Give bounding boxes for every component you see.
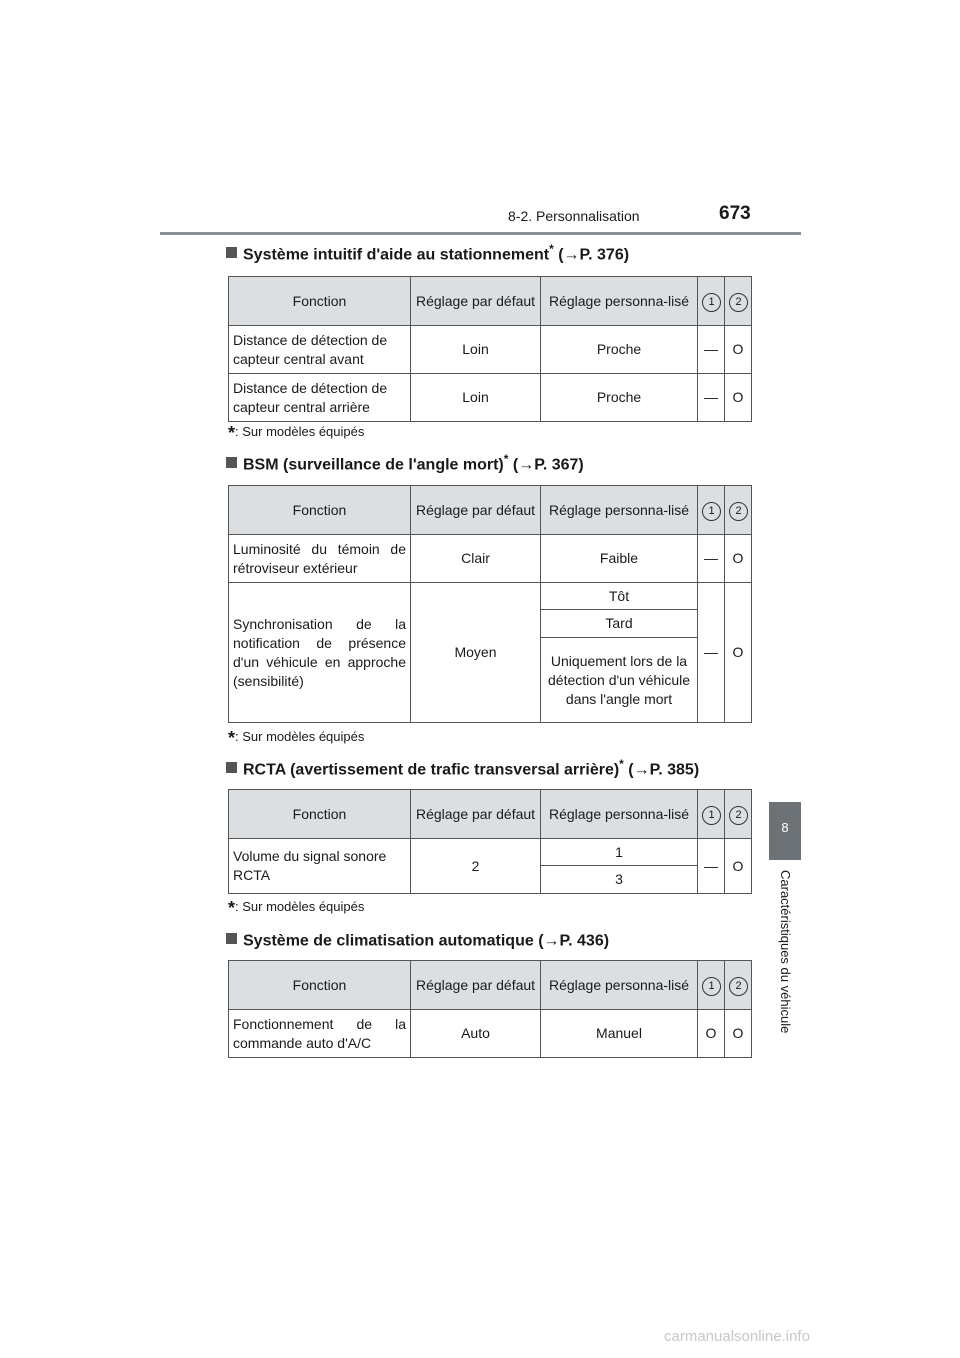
function-cell: Fonctionnement de la commande auto d'A/C — [229, 1010, 411, 1058]
method-1-cell: — — [698, 583, 725, 723]
method-2-cell: O — [725, 583, 752, 723]
page-reference: (→P. 376) — [553, 246, 630, 264]
footnote: *: Sur modèles équipés — [228, 728, 365, 748]
method-1-cell: — — [698, 326, 725, 374]
footnote: *: Sur modèles équipés — [228, 898, 365, 918]
footnote-star: * — [619, 757, 624, 771]
heading-text: Système intuitif d'aide au stationnement — [243, 246, 550, 264]
col-method-2: 2 — [725, 277, 752, 326]
default-cell: Loin — [411, 326, 541, 374]
footnote-star: * — [549, 242, 554, 256]
heading-text: BSM (surveillance de l'angle mort) — [243, 456, 504, 474]
function-cell: Distance de détection de capteur central arrière — [229, 374, 411, 422]
settings-table — [228, 276, 752, 422]
custom-cell: Faible — [541, 535, 698, 583]
custom-cell: Proche — [541, 374, 698, 422]
col-default: Réglage par défaut — [411, 277, 541, 326]
custom-option-cell: 3 — [541, 866, 698, 894]
col-custom: Réglage personna-lisé — [541, 486, 698, 535]
method-2-cell: O — [725, 535, 752, 583]
method-2-cell: O — [725, 839, 752, 894]
function-cell: Luminosité du témoin de rétroviseur extérieur — [229, 535, 411, 583]
square-bullet-icon — [226, 762, 237, 773]
function-cell: Distance de détection de capteur central avant — [229, 326, 411, 374]
section-heading — [226, 757, 699, 779]
custom-option-cell: Tard — [541, 610, 698, 638]
default-cell: Loin — [411, 374, 541, 422]
col-method-2: 2 — [725, 961, 752, 1010]
col-custom: Réglage personna-lisé — [541, 277, 698, 326]
page-number: 673 — [719, 203, 751, 224]
method-1-cell: — — [698, 839, 725, 894]
chapter-label: Caractéristiques du véhicule — [778, 870, 793, 1034]
square-bullet-icon — [226, 933, 237, 944]
method-1-cell: — — [698, 374, 725, 422]
function-cell: Volume du signal sonore RCTA — [229, 839, 411, 894]
method-2-cell: O — [725, 1010, 752, 1058]
col-custom: Réglage personna-lisé — [541, 790, 698, 839]
default-cell: Clair — [411, 535, 541, 583]
default-cell: Moyen — [411, 583, 541, 723]
square-bullet-icon — [226, 457, 237, 468]
col-function: Fonction — [229, 790, 411, 839]
col-function: Fonction — [229, 486, 411, 535]
page-reference: (→P. 367) — [508, 456, 584, 474]
heading-text: Système de climatisation automatique — [243, 932, 534, 950]
settings-table — [228, 485, 752, 723]
custom-cell: Proche — [541, 326, 698, 374]
section-heading — [226, 452, 584, 474]
section-heading — [226, 928, 609, 950]
custom-option-cell: 1 — [541, 839, 698, 866]
col-default: Réglage par défaut — [411, 486, 541, 535]
footnote: *: Sur modèles équipés — [228, 423, 365, 443]
col-method-1: 1 — [698, 486, 725, 535]
col-custom: Réglage personna-lisé — [541, 961, 698, 1010]
chapter-number: 8 — [781, 820, 789, 835]
col-default: Réglage par défaut — [411, 790, 541, 839]
heading-text: RCTA (avertissement de trafic transversal arrière) — [243, 761, 620, 779]
method-1-cell: O — [698, 1010, 725, 1058]
col-default: Réglage par défaut — [411, 961, 541, 1010]
col-method-2: 2 — [725, 790, 752, 839]
default-cell: Auto — [411, 1010, 541, 1058]
section-heading — [226, 242, 629, 264]
page-reference: (→P. 436) — [533, 932, 610, 950]
square-bullet-icon — [226, 247, 237, 258]
method-1-cell: — — [698, 535, 725, 583]
settings-table — [228, 789, 752, 894]
method-2-cell: O — [725, 326, 752, 374]
default-cell: 2 — [411, 839, 541, 894]
col-function: Fonction — [229, 961, 411, 1010]
col-method-1: 1 — [698, 277, 725, 326]
method-2-cell: O — [725, 374, 752, 422]
custom-option-cell: Tôt — [541, 583, 698, 610]
watermark[interactable]: carmanualsonline.info — [664, 1328, 810, 1345]
col-method-2: 2 — [725, 486, 752, 535]
function-cell: Synchronisation de la notification de présence d'un véhicule en approche (sensibilité) — [229, 583, 411, 723]
custom-cell: Manuel — [541, 1010, 698, 1058]
footnote-star: * — [503, 452, 509, 466]
col-function: Fonction — [229, 277, 411, 326]
settings-table — [228, 960, 752, 1058]
section-title: 8-2. Personnalisation — [508, 208, 640, 224]
header-rule — [160, 232, 801, 235]
col-method-1: 1 — [698, 790, 725, 839]
col-method-1: 1 — [698, 961, 725, 1010]
page-reference: (→P. 385) — [623, 761, 700, 779]
custom-option-cell: Uniquement lors de la détection d'un véhicule dans l'angle mort — [541, 638, 698, 723]
